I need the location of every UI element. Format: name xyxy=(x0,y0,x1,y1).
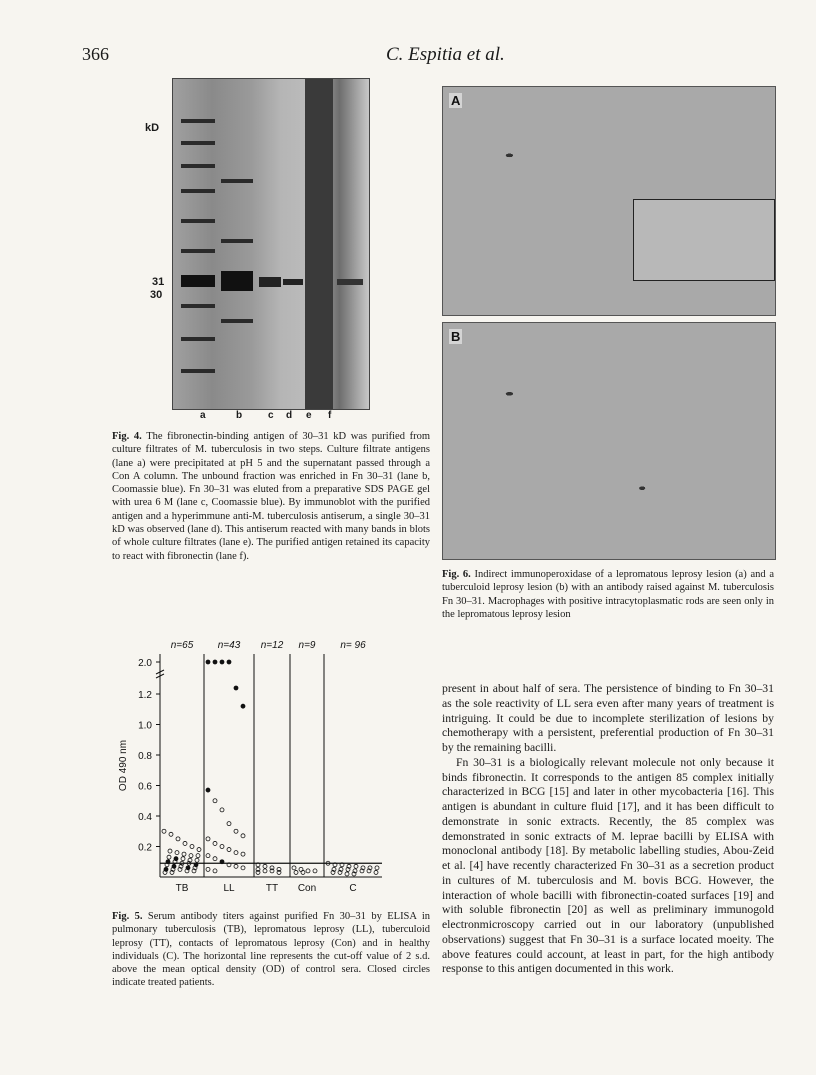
data-point-open xyxy=(234,829,238,833)
running-authors: C. Espitia et al. xyxy=(386,44,505,65)
y-axis-title: OD 490 nm xyxy=(118,739,129,792)
gel-lane-e xyxy=(305,79,333,409)
data-point-open xyxy=(162,829,166,833)
data-point-open xyxy=(354,864,358,868)
group-label: LL xyxy=(223,883,235,894)
data-point-open xyxy=(263,864,267,868)
data-point-open xyxy=(206,854,210,858)
data-point-open xyxy=(183,841,187,845)
gel-lane-f xyxy=(337,79,363,409)
data-point-open xyxy=(213,869,217,873)
gel-lane-d xyxy=(283,79,303,409)
group-label: Con xyxy=(297,883,317,894)
group-label: TT xyxy=(265,883,279,894)
data-point-open xyxy=(167,855,171,859)
data-point-open xyxy=(241,834,245,838)
lane-label-f: f xyxy=(328,410,332,421)
data-point-open xyxy=(169,832,173,836)
data-point-open xyxy=(168,849,172,853)
data-point-open xyxy=(294,870,298,874)
data-point-filled xyxy=(206,788,210,792)
lane-label-a: a xyxy=(200,410,206,421)
group-label: TB xyxy=(175,883,189,894)
data-point-open xyxy=(374,870,378,874)
group-n-label: n=9 xyxy=(298,640,316,651)
fig5-caption xyxy=(112,910,430,990)
data-point-open xyxy=(234,864,238,868)
gel-lane-c xyxy=(259,79,281,409)
y-tick-label: 0.8 xyxy=(138,751,152,762)
y-tick-label: 0.4 xyxy=(138,812,152,823)
fig6-caption-label: Fig. 6. xyxy=(442,569,471,580)
data-point-open xyxy=(306,869,310,873)
gel-lane-b xyxy=(221,79,253,409)
micrograph-b xyxy=(442,322,776,560)
data-point-open xyxy=(189,854,193,858)
data-point-open xyxy=(181,857,185,861)
data-point-open xyxy=(176,837,180,841)
data-point-open xyxy=(196,854,200,858)
micrograph-a xyxy=(442,86,776,316)
micrograph-a-inset xyxy=(633,199,775,281)
data-point-open xyxy=(241,852,245,856)
group-n-label: n=12 xyxy=(260,640,284,651)
chart-svg xyxy=(112,632,442,902)
data-point-open xyxy=(175,851,179,855)
page-number: 366 xyxy=(82,44,109,64)
group-n-label: n=65 xyxy=(170,640,194,651)
fig6-caption xyxy=(442,568,774,621)
data-point-open xyxy=(227,848,231,852)
fig4-caption-label: Fig. 4. xyxy=(112,431,142,442)
data-point-filled xyxy=(206,660,210,664)
y-tick-label: 1.2 xyxy=(138,690,152,701)
marker-31-label: 31 xyxy=(152,276,165,288)
data-point-open xyxy=(197,848,201,852)
panel-label-b: B xyxy=(451,329,461,344)
lane-label-e: e xyxy=(306,410,312,421)
body-text xyxy=(442,682,774,977)
data-point-open xyxy=(190,845,194,849)
data-point-open xyxy=(345,872,349,876)
fig4-caption-text: The fibronectin-binding antigen of 30–31 kD was purified from culture filtrates of M. tuberculosis in two steps. Culture filtrate antigens (lane a) were precipitated at pH 5 and the supernatant passed through a Con A column. The unbound fraction was enriched in Fn 30–31 (lane b, Coomassie blue). Fn 30–31 was eluted from a preparative SDS PAGE gel with urea 6 M (lane c, Coomassie blue). By immunoblot with the purified antigen and a hyperimmune anti-M. tuberculosis antiserum, a single 30–31 kD was observed (lane d). This antiserum reacted with many bands in blots of whole culture filtrates (lane e). The purified antigen retained its capacity to react with fibronectin (lane f). xyxy=(112,431,430,562)
data-point-open xyxy=(313,869,317,873)
marker-30-label: 30 xyxy=(150,289,163,301)
gel-lane-a xyxy=(181,79,215,409)
data-point-open xyxy=(206,867,210,871)
fig4-caption xyxy=(112,430,430,563)
data-point-open xyxy=(195,858,199,862)
data-point-filled xyxy=(220,660,224,664)
y-tick-label: 1.0 xyxy=(138,720,152,732)
fig5-caption-label: Fig. 5. xyxy=(112,911,143,922)
data-point-open xyxy=(375,866,379,870)
data-point-open xyxy=(227,822,231,826)
data-point-open xyxy=(220,808,224,812)
body-paragraph-1: present in about half of sera. The persistence of binding to Fn 30–31 as the sole reactivity of LL sera even after many years of treatment is intriguing. It could be due to incomplete sterilization of lesions by chemotherapy with a persistent, preferential production of Fn 30–31 by the remaining bacilli. xyxy=(442,682,774,754)
data-point-filled xyxy=(213,660,217,664)
running-head xyxy=(82,44,742,74)
data-point-open xyxy=(182,852,186,856)
lane-label-c: c xyxy=(268,410,274,421)
data-point-open xyxy=(220,845,224,849)
marker-kd-label: kD xyxy=(145,122,160,134)
data-point-filled xyxy=(234,686,238,690)
group-n-label: n= 96 xyxy=(340,640,366,651)
data-point-filled xyxy=(227,660,231,664)
body-paragraph-2: Fn 30–31 is a biologically relevant molecule not only because it binds fibronectin. It corresponds to the antigen 85 complex initially characterized in BCG [15] and later in other mycobacteria [16]. This antigen is abundant in culture fluid [17], and it has been difficult to demonstrate in sonic extracts. Recently, the 85 complex was demonstrated in sonic extracts of M. leprae bacilli by ELISA with monoclonal antibody [18]. By metabolic labelling studies, Abou-Zeid et al. [4] have recently characterized Fn 30–31 as a secretion product in cultures of M. tuberculosis and M. bovis BCG. However, the interaction of whole bacilli with fibronectin-coated surfaces [19] and with soluble fibronectin [20] as well as preliminary immunogold electronmicroscopy carried out in our laboratory (unpublished observations) suggest that Fn 30–31 is a surface located moeity. The above features could account, at least in part, for the high antibody response to this antigen documented in this work. xyxy=(442,755,774,976)
group-label: C xyxy=(349,883,357,894)
data-point-open xyxy=(301,870,305,874)
data-point-filled xyxy=(241,704,245,708)
data-point-open xyxy=(213,799,217,803)
data-point-open xyxy=(292,866,296,870)
lane-label-d: d xyxy=(286,410,293,421)
y-tick-label: 2.0 xyxy=(138,658,152,669)
group-n-label: n=43 xyxy=(217,640,241,651)
fig6-caption-text: Indirect immunoperoxidase of a lepromatous leprosy lesion (a) and a tuberculoid leprosy lesion (b) with an antibody raised against M. tuberculosis Fn 30–31. Macrophages with positive intracytoplasmatic rods are seen only in the lepromatous leprosy lesion xyxy=(442,569,774,620)
fig5-chart xyxy=(112,632,442,902)
data-point-open xyxy=(241,866,245,870)
y-tick-label: 0.2 xyxy=(138,842,152,854)
data-point-open xyxy=(213,841,217,845)
data-point-open xyxy=(263,869,267,873)
data-point-open xyxy=(213,857,217,861)
panel-label-a: A xyxy=(451,93,461,108)
data-point-open xyxy=(234,851,238,855)
lane-label-b: b xyxy=(236,410,243,421)
y-tick-label: 0.6 xyxy=(138,781,152,793)
data-point-filled xyxy=(220,860,224,864)
gel-image xyxy=(172,78,370,410)
fig5-caption-text: Serum antibody titers against purified Fn 30–31 by ELISA in pulmonary tuberculosis (TB), lepromatous leprosy (LL), tuberculoid leprosy (TT), contacts of lepromatous leprosy (Con) and in healthy individuals (C). The horizontal line represents the cut-off value of 2 s.d. above the mean optical density (OD) of control sera. Closed circles indicate treated patients. xyxy=(112,911,430,989)
data-point-open xyxy=(206,837,210,841)
